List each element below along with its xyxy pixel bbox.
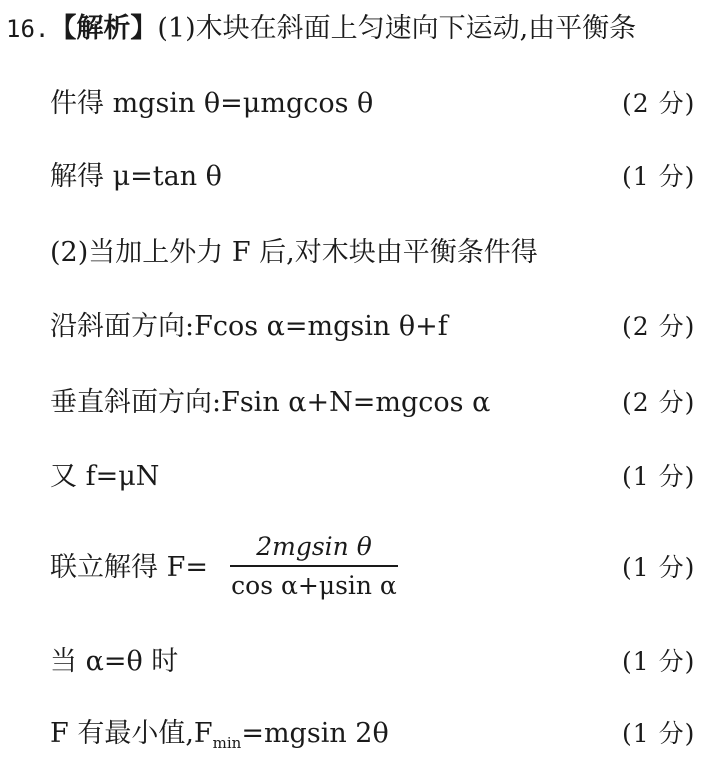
line-9-text: 当 α=θ 时 [50, 646, 179, 677]
line-3-score: (1 分) [622, 162, 696, 191]
fraction-bar [230, 565, 398, 567]
fraction [230, 532, 398, 601]
fraction-denominator: cos α+μsin α [231, 571, 397, 600]
line-2-score: (2 分) [622, 89, 696, 118]
line-8-prefix: 联立解得 F= [50, 552, 208, 583]
line-4-text: (2)当加上外力 F 后,对木块由平衡条件得 [50, 237, 538, 268]
fraction-numerator: 2mgsin θ [256, 532, 372, 561]
line-1-text: (1)木块在斜面上匀速向下运动,由平衡条 [157, 13, 637, 44]
analysis-tag: 【解析】 [49, 13, 158, 44]
line-6-score: (2 分) [622, 388, 696, 417]
line-5-score: (2 分) [622, 312, 696, 341]
line-2-text: 件得 mgsin θ=μmgcos θ [50, 88, 374, 119]
line-5-text: 沿斜面方向:Fcos α=mgsin θ+f [50, 311, 448, 342]
line-8-score: (1 分) [622, 553, 696, 582]
line-10-subscript: min [212, 734, 242, 752]
line-7-text: 又 f=μN [50, 461, 160, 492]
line-10-prefix: F 有最小值,F [50, 718, 213, 749]
line-3-text: 解得 μ=tan θ [50, 161, 222, 192]
problem-number: 16. [6, 15, 50, 43]
line-6-text: 垂直斜面方向:Fsin α+N=mgcos α [50, 387, 491, 418]
line-9-score: (1 分) [622, 647, 696, 676]
line-10-score: (1 分) [622, 719, 696, 748]
line-7-score: (1 分) [622, 462, 696, 491]
line-10-suffix: =mgsin 2θ [241, 718, 389, 749]
